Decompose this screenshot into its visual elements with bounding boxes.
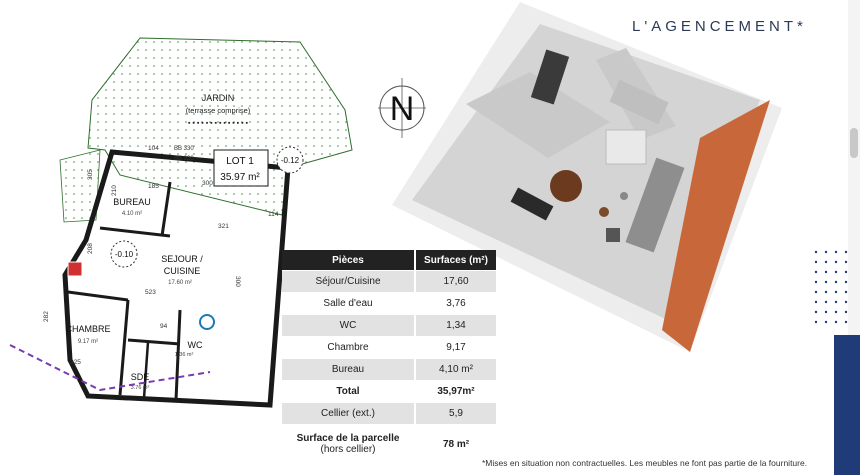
room-chambre-area: 9.17 m² (77, 339, 99, 345)
table-cell-area: 9,17 (415, 337, 496, 359)
room-wc: WC (187, 340, 203, 350)
page-title: L'AGENCEMENT* (632, 18, 807, 35)
dot-pattern-decoration (812, 248, 852, 328)
footnote: *Mises en situation non contractuelles. Les meubles ne font pas partie de la fourniture. (482, 458, 808, 468)
room-wc-area: 1.36 m² (174, 352, 194, 358)
table-row (282, 359, 496, 381)
table-header-row (282, 250, 496, 271)
table-total-row (282, 381, 496, 403)
table-cell-room: Séjour/Cuisine (282, 271, 415, 293)
table-cell-area: 3,76 (415, 293, 496, 315)
table-total-value: 35,97m² (415, 381, 496, 403)
table-parcel-label: Surface de la parcelle (296, 433, 400, 444)
dim-label: 114 (268, 211, 279, 218)
dim-label: 94 (160, 323, 168, 330)
dim-label: 208 (87, 243, 94, 254)
lot-title: LOT 1 (226, 156, 254, 167)
dim-label: 325 (70, 359, 81, 366)
dim-label: 300 (234, 276, 241, 287)
level-marker-b: -0.10 (114, 250, 134, 259)
dim-label: 104 (148, 145, 159, 152)
dim-label: 523 (145, 289, 156, 296)
surfaces-table (282, 250, 496, 464)
level-marker-a: -0.12 (280, 156, 300, 165)
side-accent-bar (834, 335, 860, 475)
svg-text:▪ ▪ ▪ ▪ ▪ ▪ ▪ ▪ ▪ ▪ ▪ ▪ ▪ ▪: ▪ ▪ ▪ ▪ ▪ ▪ ▪ ▪ ▪ ▪ ▪ ▪ ▪ ▪ (187, 120, 249, 127)
lot-area: 35.97 m² (220, 172, 260, 183)
dim-label: BB 330 (174, 146, 194, 152)
dim-label: 210 (111, 185, 118, 196)
table-header-surfaces: Surfaces (m²) (415, 250, 496, 271)
table-cell-area: 4,10 m² (415, 359, 496, 381)
room-sejour-area: 17.60 m² (168, 280, 192, 286)
dim-label: 185 (148, 183, 159, 190)
table-total-label: Total (282, 381, 415, 403)
table-row (282, 315, 496, 337)
dim-label: 300 (202, 180, 213, 187)
room-bureau: BUREAU (113, 197, 151, 207)
red-marker (68, 262, 82, 276)
table-cell-room: Bureau (282, 359, 415, 381)
table-row (282, 403, 496, 425)
table-cell-area: 1,34 (415, 315, 496, 337)
table-cell-room: Salle d'eau (282, 293, 415, 315)
room-cuisine: CUISINE (163, 266, 201, 276)
dim-label: BB 320 (174, 156, 194, 162)
garden-subtitle: (terrasse comprise) (185, 106, 251, 115)
table-row (282, 293, 496, 315)
table-header-rooms: Pièces (282, 250, 415, 271)
compass-letter: N (389, 90, 415, 128)
table-parcel-value: 78 m² (415, 425, 496, 464)
table-parcel-sub: (hors cellier) (320, 444, 376, 455)
table-cellier-value: 5,9 (415, 403, 496, 425)
room-sejour: SEJOUR / (161, 254, 203, 264)
dim-label: 282 (43, 311, 50, 322)
room-bureau-area: 4.10 m² (121, 211, 143, 217)
garden-title: JARDIN (201, 93, 235, 103)
room-sde: SDE (130, 372, 150, 382)
table-row (282, 271, 496, 293)
table-parcel-row (282, 425, 496, 464)
table-cell-room: Chambre (282, 337, 415, 359)
table-row (282, 337, 496, 359)
water-heater-marker (200, 315, 214, 329)
dim-label: 321 (218, 223, 229, 230)
room-sde-area: 3.76 m² (130, 385, 150, 391)
table-cellier-label: Cellier (ext.) (282, 403, 415, 425)
table-cell-room: WC (282, 315, 415, 337)
scrollbar-thumb[interactable] (850, 128, 858, 158)
table-cell-area: 17,60 (415, 271, 496, 293)
dim-label: 305 (87, 169, 94, 180)
room-chambre: CHAMBRE (65, 324, 111, 334)
